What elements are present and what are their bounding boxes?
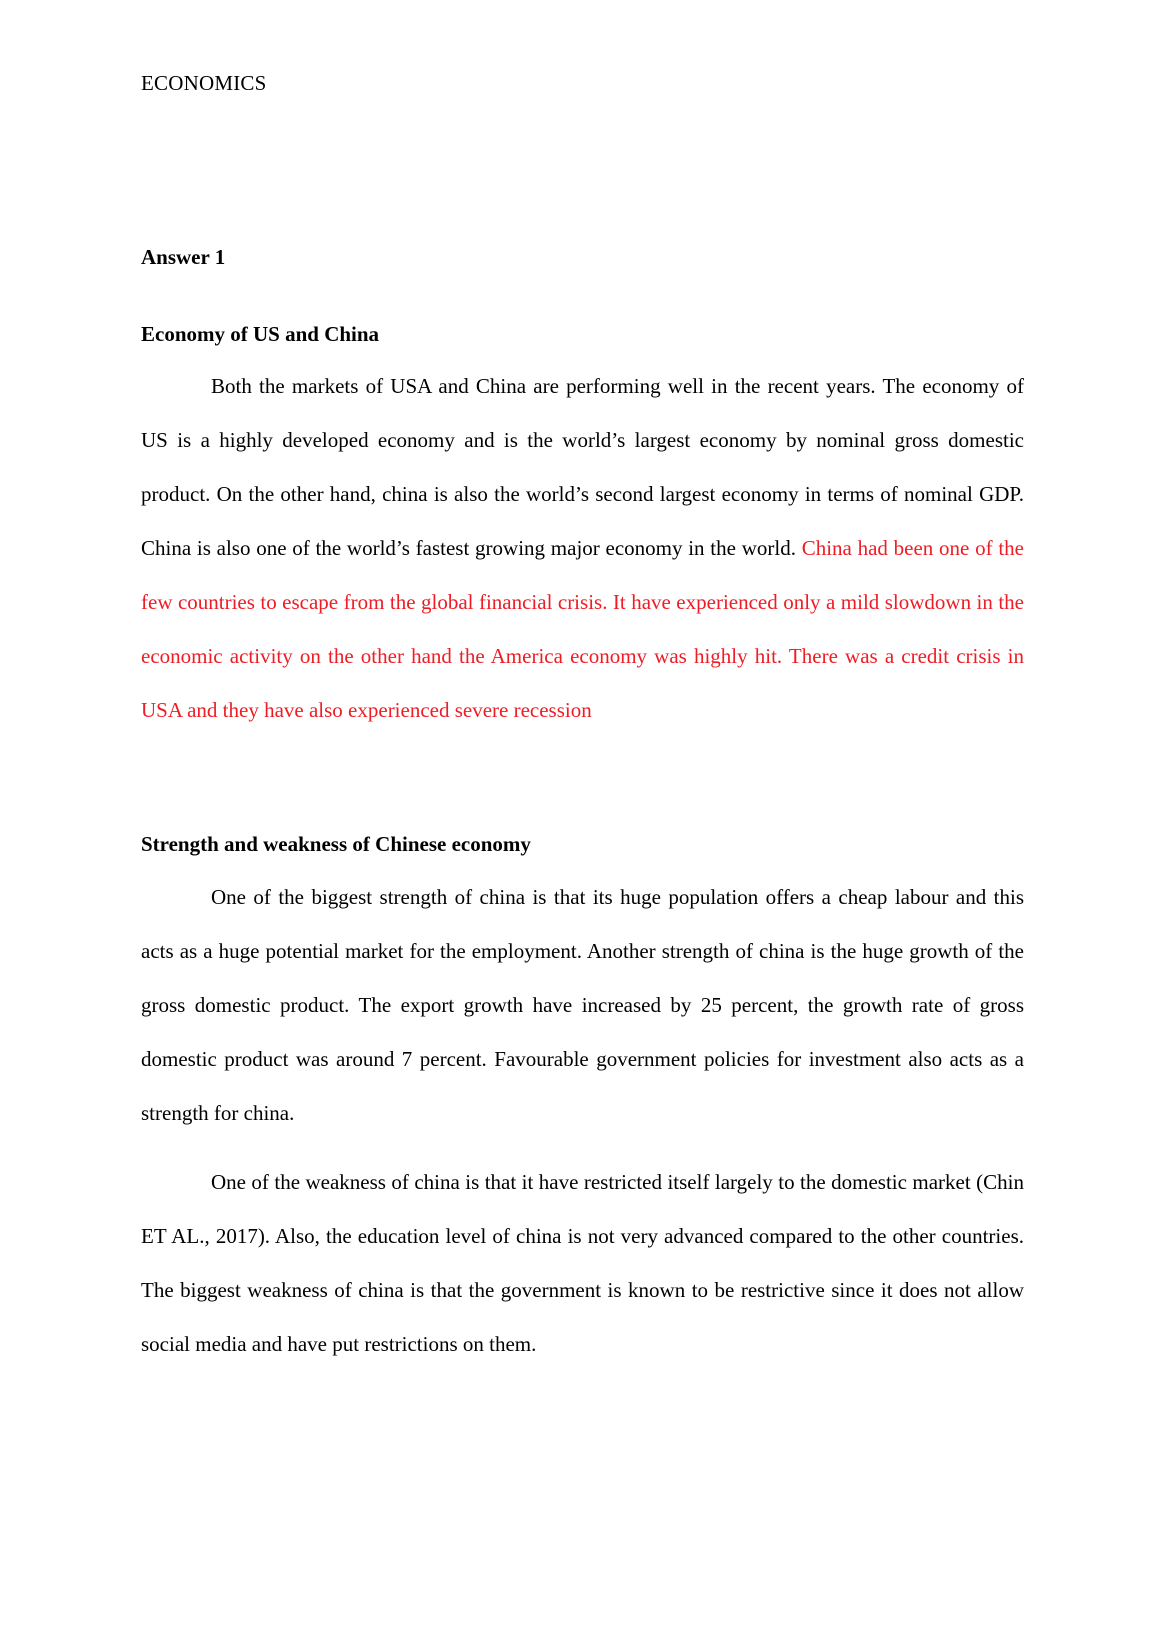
- section-heading-economy: Economy of US and China: [141, 322, 380, 346]
- paragraph-strengths: One of the biggest strength of china is that its huge population offers a cheap labour and this acts as a huge potential market for the employment. Another strength of china is the huge growth of the gross domestic product. The export growth have increased by 25 percent, the growth rate of gross domestic product was around 7 percent. Favourable government policies for investment also acts as a strength for china.: [141, 885, 1024, 1125]
- highlighted-text: China had been one of the few countries to escape from the global financial crisis. It have experienced only a mild slowdown in the economic activity on the other hand the America economy was highly hit. There was a credit crisis in USA and they have also experienced severe recession: [141, 536, 1024, 722]
- paragraph-economy-comparison: [141, 359, 1024, 737]
- answer-heading: Answer 1: [141, 245, 226, 269]
- running-header: ECONOMICS: [141, 71, 267, 95]
- section-heading-strength-weakness: Strength and weakness of Chinese economy: [141, 832, 531, 856]
- paragraph-text: Both the markets of USA and China are performing well in the recent years. The economy of US is a highly developed economy and is the world’s largest economy by nominal gross domestic product. On the other hand, china is also the world’s second largest economy in terms of nominal GDP. China is also one of the world’s fastest growing major economy in the world.: [141, 374, 1024, 560]
- paragraph-weaknesses: One of the weakness of china is that it have restricted itself largely to the domestic market (Chin ET AL., 2017). Also, the education level of china is not very advanced compared to the other countries. The biggest weakness of china is that the government is known to be restrictive since it does not allow social media and have put restrictions on them.: [141, 1170, 1024, 1356]
